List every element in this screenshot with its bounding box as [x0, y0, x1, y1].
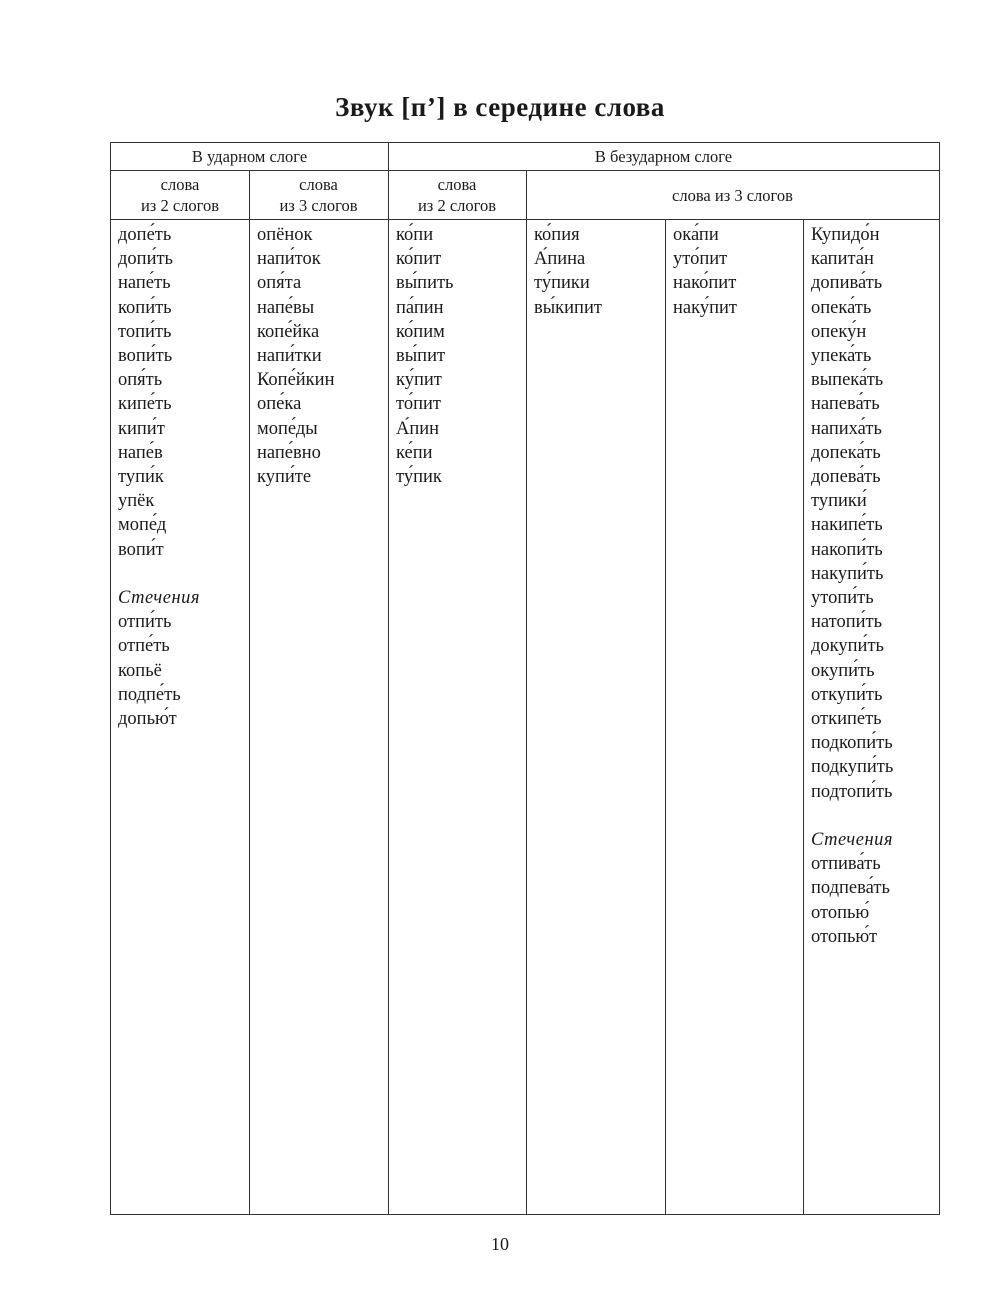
- page-title: Звук [п’] в середине слова: [335, 92, 665, 122]
- word: А́пина: [534, 249, 586, 270]
- word: накипе́ть: [811, 515, 883, 536]
- word: ока́пи: [673, 225, 719, 245]
- word: допью́т: [118, 709, 177, 730]
- word: упека́ть: [811, 346, 872, 367]
- word: уто́пит: [673, 249, 728, 270]
- page-number: 10: [491, 1234, 509, 1254]
- word: подкупи́ть: [811, 757, 894, 778]
- word: напе́ть: [118, 273, 171, 294]
- word: мопе́ды: [257, 418, 318, 439]
- word: подпева́ть: [811, 878, 890, 899]
- word: утопи́ть: [811, 588, 874, 609]
- word: ке́пи: [396, 442, 433, 463]
- word: ко́пи: [396, 225, 434, 245]
- clusters-heading: Стечения: [811, 830, 893, 851]
- word: напева́ть: [811, 394, 880, 415]
- group-divider: [388, 143, 389, 1215]
- word: опя́та: [257, 273, 302, 294]
- column-divider: [803, 219, 804, 1215]
- word: вы́кипит: [534, 297, 602, 318]
- word: опя́ть: [118, 370, 163, 391]
- word: ту́пик: [396, 467, 442, 488]
- word: напи́тки: [257, 346, 322, 367]
- column-unstressed-3-a: [534, 223, 602, 320]
- word: ку́пит: [396, 370, 442, 391]
- word: откупи́ть: [811, 684, 883, 705]
- header-bottom-line: [111, 219, 939, 220]
- header-unstressed-3-syllables: слова из 3 слогов: [672, 186, 793, 205]
- word: ко́пит: [396, 249, 442, 270]
- word: капита́н: [811, 249, 874, 270]
- word: ко́пим: [396, 321, 445, 342]
- word: накопи́ть: [811, 539, 883, 560]
- header-unstressed-2-syllables: слова из 2 слогов: [417, 175, 497, 215]
- word: отпива́ть: [811, 854, 881, 875]
- word: опе́ка: [257, 394, 302, 415]
- word: натопи́ть: [811, 612, 883, 633]
- word: подкопи́ть: [811, 733, 893, 754]
- word: отопью́т: [811, 926, 878, 947]
- word: допи́ть: [118, 249, 173, 270]
- header-stressed-2-syllables: слова из 2 слогов: [140, 175, 220, 215]
- clusters-heading: Стечения: [118, 588, 200, 609]
- header-stressed: В ударном слоге: [191, 147, 308, 166]
- word: окупи́ть: [811, 660, 875, 681]
- word: допека́ть: [811, 442, 881, 463]
- word: ту́пики: [534, 273, 590, 294]
- word: копьё: [118, 660, 162, 681]
- column-stressed-3: [257, 223, 334, 489]
- word: допева́ть: [811, 467, 881, 488]
- word: Купидо́н: [811, 225, 880, 245]
- header-divider: [111, 170, 939, 171]
- word: копе́йка: [257, 321, 320, 342]
- word: ко́пия: [534, 225, 580, 245]
- word: Копе́йкин: [257, 370, 335, 391]
- word: копи́ть: [118, 297, 172, 318]
- word: наку́пит: [673, 297, 737, 318]
- word: подпе́ть: [118, 684, 181, 705]
- word: вопи́ть: [118, 346, 173, 367]
- word: А́пин: [396, 418, 440, 439]
- word-table: [110, 142, 940, 1215]
- column-divider: [665, 219, 666, 1215]
- word: купи́те: [257, 467, 312, 488]
- column-stressed-2: [118, 223, 200, 731]
- word: напе́вно: [257, 442, 321, 463]
- word: вы́пит: [396, 346, 446, 367]
- word: нако́пит: [673, 273, 737, 294]
- word: па́пин: [396, 297, 444, 318]
- word: напе́вы: [257, 297, 315, 318]
- word: то́пит: [396, 394, 441, 415]
- column-divider: [249, 170, 250, 1215]
- word: накупи́ть: [811, 563, 884, 584]
- word: напе́в: [118, 442, 163, 463]
- header-unstressed: В безударном слоге: [594, 147, 733, 166]
- column-divider: [526, 170, 527, 1215]
- column-unstressed-2: [396, 223, 454, 489]
- column-unstressed-3-c: [811, 223, 893, 949]
- word: тупики́: [811, 491, 867, 512]
- word: вопи́т: [118, 539, 164, 560]
- word: допива́ть: [811, 273, 883, 294]
- word: напи́ток: [257, 249, 321, 270]
- word: откипе́ть: [811, 709, 882, 730]
- word: кипи́т: [118, 418, 165, 439]
- header-stressed-3-syllables: слова из 3 слогов: [279, 175, 358, 215]
- word: подтопи́ть: [811, 781, 893, 802]
- word: отпи́ть: [118, 612, 172, 633]
- word: мопе́д: [118, 515, 167, 536]
- column-unstressed-3-b: [673, 223, 737, 320]
- word: отпе́ть: [118, 636, 170, 657]
- word: опёнок: [257, 225, 313, 245]
- word: выпека́ть: [811, 370, 884, 391]
- word: отопью́: [811, 902, 870, 923]
- word: опека́ть: [811, 297, 872, 318]
- word: топи́ть: [118, 321, 172, 342]
- word: кипе́ть: [118, 394, 172, 415]
- word: вы́пить: [396, 273, 454, 294]
- word: опеку́н: [811, 321, 867, 342]
- word: докупи́ть: [811, 636, 884, 657]
- word: тупи́к: [118, 467, 164, 488]
- word: упёк: [118, 491, 155, 512]
- word: допе́ть: [118, 225, 172, 245]
- word: напиха́ть: [811, 418, 882, 439]
